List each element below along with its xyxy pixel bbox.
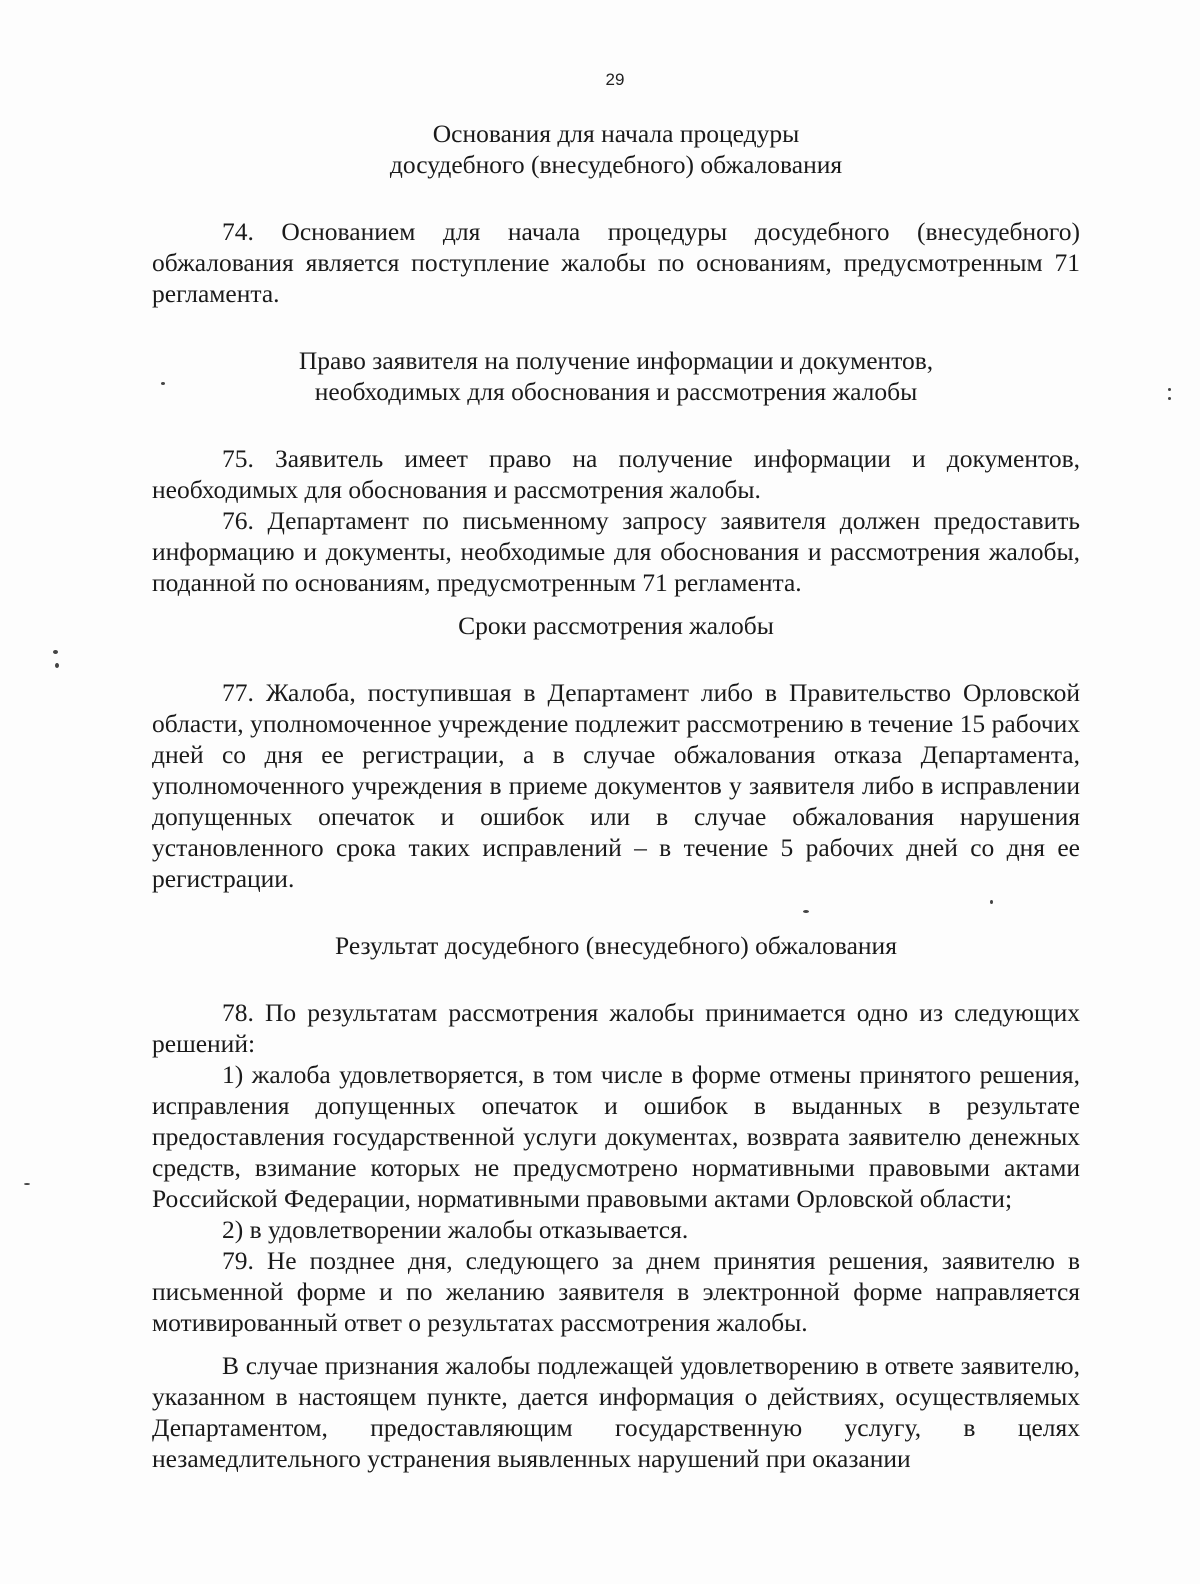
scan-speck [161, 382, 165, 385]
scan-speck [53, 650, 58, 654]
paragraph-79-continued: В случае признания жалобы подлежащей удовлетворению в ответе заявителю, указанном в настоящем пункте, дается информация о действиях, осуществляемых Департаментом, предоставляющим государственную услугу, в целях незамедлительного устранения выявленных нарушений при оказании [152, 1351, 1080, 1473]
section-heading-review-terms [152, 610, 1080, 641]
scan-speck [803, 910, 809, 913]
heading-line: Основания для начала процедуры [432, 119, 800, 148]
scan-speck [1168, 397, 1171, 400]
paragraph-75: 75. Заявитель имеет право на получение информации и документов, необходимых для обоснования и рассмотрения жалобы. [152, 444, 1080, 504]
section-heading-grounds [152, 118, 1080, 180]
scan-speck [24, 1183, 30, 1185]
paragraph-78-item-2: 2) в удовлетворении жалобы отказывается. [222, 1215, 689, 1244]
page-number: 29 [605, 70, 625, 89]
section-heading-result [152, 930, 1080, 961]
scan-speck [55, 663, 59, 668]
document-body [152, 118, 1080, 1474]
scan-speck [1168, 388, 1171, 391]
section-heading-applicant-right [152, 345, 1080, 407]
paragraph-79: 79. Не позднее дня, следующего за днем принятия решения, заявителю в письменной форме и по желанию заявителя в электронной форме направляется мотивированный ответ о результатах рассмотрения жалобы. [152, 1246, 1080, 1337]
paragraph-77: 77. Жалоба, поступившая в Департамент либо в Правительство Орловской области, уполномоченное учреждение подлежит рассмотрению в течение 15 рабочих дней со дня ее регистрации, а в случае обжалования отказа Департамента, уполномоченного учреждения в приеме документов у заявителя либо в исправлении допущенных опечаток и ошибок или в случае обжалования нарушения установленного срока таких исправлений – в течение 5 рабочих дней со дня ее регистрации. [152, 678, 1080, 893]
heading-line: Право заявителя на получение информации и документов, [298, 346, 934, 375]
heading-line: Сроки рассмотрения жалобы [458, 611, 774, 640]
paragraph-76: 76. Департамент по письменному запросу заявителя должен предоставить информацию и документы, необходимые для обоснования и рассмотрения жалобы, поданной по основаниям, предусмотренным 71 регламента. [152, 506, 1080, 597]
heading-line: досудебного (внесудебного) обжалования [389, 150, 843, 179]
paragraph-78: 78. По результатам рассмотрения жалобы принимается одно из следующих решений: [152, 998, 1080, 1058]
heading-line: необходимых для обоснования и рассмотрения жалобы [314, 377, 918, 406]
paragraph-78-item-1: 1) жалоба удовлетворяется, в том числе в форме отмены принятого решения, исправления допущенных опечаток и ошибок в выданных в результате предоставления государственной услуги документах, возврата заявителю денежных средств, взимание которых не предусмотрено нормативными правовыми актами Российской Федерации, нормативными правовыми актами Орловской области; [152, 1060, 1080, 1213]
scan-speck [990, 900, 993, 904]
heading-line: Результат досудебного (внесудебного) обжалования [335, 931, 897, 960]
paragraph-74: 74. Основанием для начала процедуры досудебного (внесудебного) обжалования является поступление жалобы по основаниям, предусмотренным 71 регламента. [152, 217, 1080, 308]
